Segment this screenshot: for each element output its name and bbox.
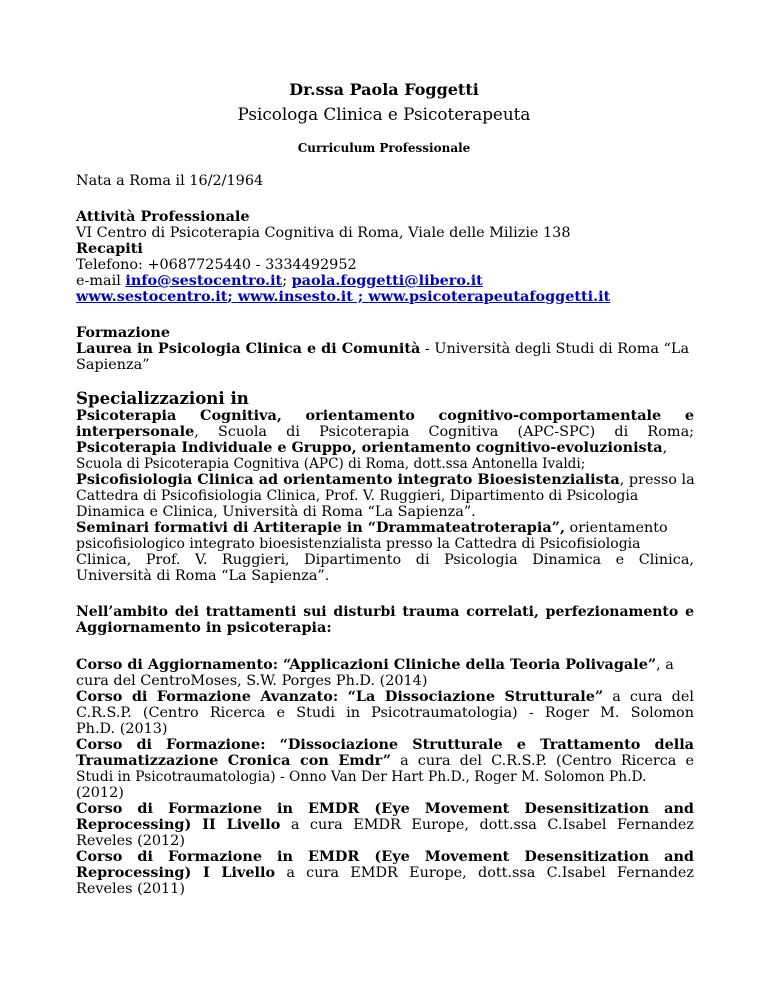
spec-line-7: Dinamica e Clinica, Università di Roma “La Sapienza”. (76, 504, 476, 520)
spec-interpersonale: interpersonale (76, 423, 195, 440)
course-5-title: Reprocessing) I Livello (76, 864, 276, 881)
spec-line-11: Università di Roma “La Sapienza”. (76, 568, 330, 584)
author-title: Psicologa Clinica e Psicoterapeuta (237, 104, 531, 124)
course-2-rest: a cura del (603, 689, 695, 705)
course-1-rest: , a (656, 657, 674, 673)
spec-line-1: Psicoterapia Cognitiva, orientamento cognitivo-comportamentale e (76, 407, 694, 424)
course-4-line-3: Reveles (2012) (76, 833, 185, 849)
email-link-personal[interactable]: paola.foggetti@libero.it (291, 272, 483, 289)
course-2-line-2: C.R.S.P. (Centro Ricerca e Studi in Psicotraumatologia) - Roger M. Solomon (76, 705, 694, 721)
website-separator-1: ; (227, 288, 238, 305)
trauma-heading-2: Aggiornamento in psicoterapia: (76, 619, 332, 636)
website-link-sestocentro[interactable]: www.sestocentro.it (76, 288, 228, 305)
spec-line-10: Clinica, Prof. V. Ruggieri, Dipartimento di Psicologia Dinamica e Clinica, (76, 552, 694, 568)
course-3-line-3: Studi in Psicotraumatologia) - Onno Van Der Hart Ph.D., Roger M. Solomon Ph.D. (76, 769, 647, 785)
course-5-line-3: Reveles (2011) (76, 881, 185, 897)
spec-line-6: Cattedra di Psicofisiologia Clinica, Prof. V. Ruggieri, Dipartimento di Psicologia (76, 488, 639, 504)
email-prefix: e-mail (76, 273, 126, 289)
laurea-degree: Laurea in Psicologia Clinica e di Comunità (76, 340, 421, 357)
spec-individuale-gruppo: Psicoterapia Individuale e Gruppo, orientamento cognitivo-evoluzionista (76, 439, 663, 456)
spec-line-9: psicofisiologico integrato bioesistenzialista presso la Cattedra di Psicofisiologia (76, 536, 641, 552)
course-3-line-4: (2012) (76, 785, 124, 801)
laurea-university: - Università degli Studi di Roma “La (420, 341, 690, 357)
phone-line: Telefono: +0687725440 - 3334492952 (76, 257, 357, 273)
email-link-info[interactable]: info@sestocentro.it (125, 272, 283, 289)
course-1-line-2: cura del CentroMoses, S.W. Porges Ph.D. (2014) (76, 673, 428, 689)
author-name: Dr.ssa Paola Foggetti (289, 80, 479, 99)
course-5-rest: a cura EMDR Europe, dott.ssa C.Isabel Fernandez (275, 865, 694, 881)
cv-title: Curriculum Professionale (297, 141, 471, 155)
spec-line-2-rest: , Scuola di Psicoterapia Cognitiva (APC-SPC) di Roma; (194, 424, 694, 440)
laurea-line-2: Sapienza” (76, 357, 150, 373)
professional-heading: Attività Professionale (76, 208, 250, 225)
spec-psicofisiologia: Psicofisiologia Clinica ad orientamento integrato Bioesistenzialista (76, 471, 620, 488)
website-separator-2: ; (352, 288, 369, 305)
course-2-line-3: Ph.D. (2013) (76, 721, 168, 737)
course-3-rest: a cura del C.R.S.P. (Centro Ricerca e (390, 753, 694, 769)
websites-line (76, 288, 694, 306)
spec-line-3-rest: , (662, 440, 668, 456)
specializzazioni-heading: Specializzazioni in (76, 388, 249, 408)
email-separator: ; (282, 273, 292, 289)
course-4-title: Reprocessing) II Livello (76, 816, 281, 833)
course-1-title: Corso di Aggiornamento: “Applicazioni Cliniche della Teoria Polivagale” (76, 656, 657, 673)
website-link-psicoterapeuta[interactable]: www.psicoterapeutafoggetti.it (368, 288, 611, 305)
trauma-heading-1: Nell’ambito dei trattamenti sui disturbi trauma correlati, perfezionamento e (76, 604, 694, 620)
course-4-rest: a cura EMDR Europe, dott.ssa C.Isabel Fernandez (280, 817, 694, 833)
course-3-line-1: Corso di Formazione: “Dissociazione Strutturale e Trattamento della (76, 736, 694, 753)
website-link-insesto[interactable]: www.insesto.it (237, 288, 353, 305)
course-3-title: Traumatizzazione Cronica con Emdr” (76, 752, 391, 769)
formazione-heading: Formazione (76, 324, 171, 341)
birth-info: Nata a Roma il 16/2/1964 (76, 173, 264, 189)
course-2-title: Corso di Formazione Avanzato: “La Dissociazione Strutturale” (76, 688, 604, 705)
professional-address: VI Centro di Psicoterapia Cognitiva di Roma, Viale delle Milizie 138 (76, 225, 571, 241)
contacts-heading: Recapiti (76, 240, 143, 257)
course-5-line-1: Corso di Formazione in EMDR (Eye Movement Desensitization and (76, 848, 694, 865)
course-4-line-1: Corso di Formazione in EMDR (Eye Movement Desensitization and (76, 800, 694, 817)
spec-line-4: Scuola di Psicoterapia Cognitiva (APC) di Roma, dott.ssa Antonella Ivaldi; (76, 456, 586, 472)
spec-line-8-rest: orientamento (564, 520, 668, 536)
spec-line-5-rest: , presso la (619, 472, 695, 488)
spec-seminari: Seminari formativi di Artiterapie in “Drammateatroterapia”, (76, 519, 565, 536)
